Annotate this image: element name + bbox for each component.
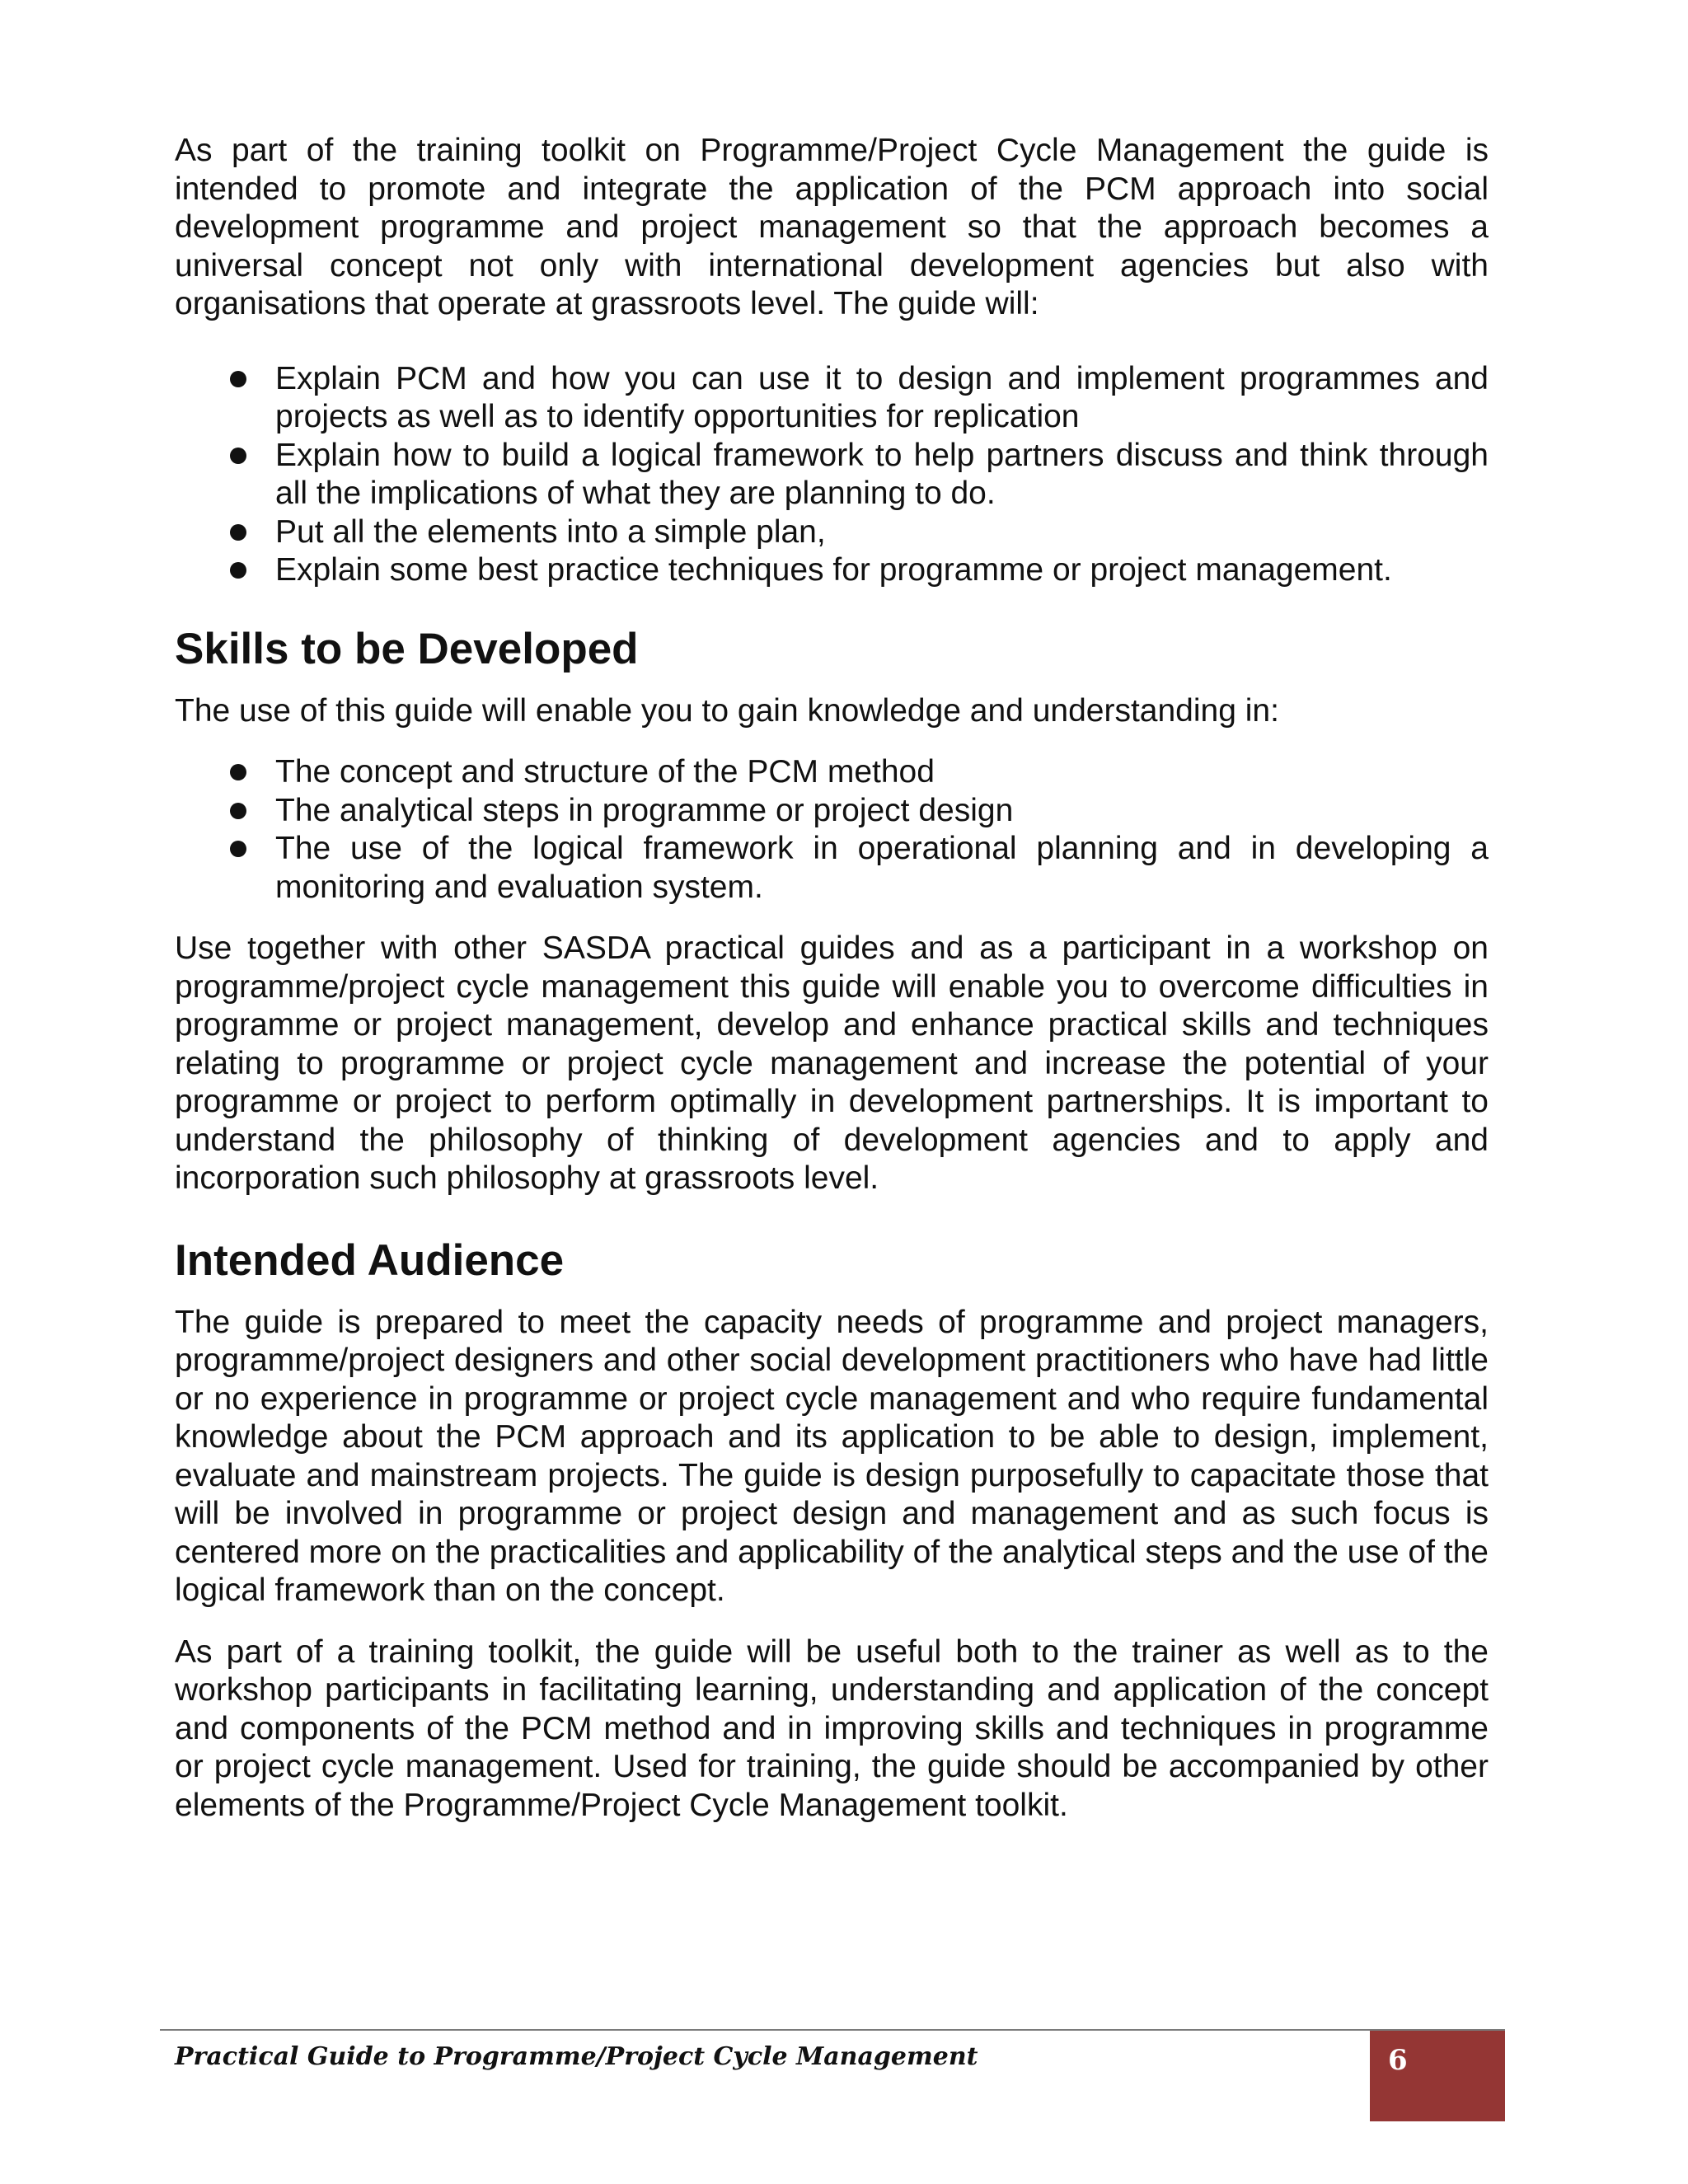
bullet-dot-icon [230, 524, 246, 541]
bullet-dot-icon [230, 764, 246, 780]
intro-paragraph: As part of the training toolkit on Programme/Project Cycle Management the guide is intended to promote and integrate the application of the PCM approach into social development programme and project management so that the approach becomes a universal concept not only with international development agencies but also with organisations that operate at grassroots level. The guide will: [175, 133, 1489, 321]
list-item-text: Explain how to build a logical framework to help partners discuss and think through all the implications of what they are planning to do. [275, 437, 1489, 511]
skills-lead-paragraph: The use of this guide will enable you to gain knowledge and understanding in: [175, 692, 1279, 729]
footer-divider [160, 2029, 1505, 2031]
skills-bullet-list [175, 753, 1489, 907]
bullet-dot-icon [230, 803, 246, 819]
list-item [175, 360, 1489, 437]
audience-paragraph-1: The guide is prepared to meet the capacity needs of programme and project managers, programme/project designers and other social development practitioners who have had little or no experience in programme or project cycle management and who require fundamental knowledge about the PCM approach and its application to be able to design, implement, evaluate and mainstream projects. The guide is design purposefully to capacitate those that will be involved in programme or project design and management and as such focus is centered more on the practicalities and applicability of the analytical steps and the use of the logical framework than on the concept. [175, 1304, 1489, 1608]
bullet-dot-icon [230, 448, 246, 464]
audience-heading: Intended Audience [175, 1235, 565, 1285]
list-item-text: Put all the elements into a simple plan, [275, 513, 826, 550]
list-item [175, 513, 1489, 552]
bullet-dot-icon [230, 371, 246, 387]
document-body [175, 132, 1489, 1825]
list-item-text: The use of the logical framework in operational planning and in developing a monitoring and evaluation system. [275, 831, 1489, 905]
list-item [175, 830, 1489, 907]
bullet-dot-icon [230, 562, 246, 579]
list-item-text: Explain some best practice techniques for programme or project management. [275, 552, 1392, 588]
list-item-text: The analytical steps in programme or project design [275, 792, 1014, 828]
skills-heading: Skills to be Developed [175, 624, 639, 673]
intro-bullet-list [175, 360, 1489, 590]
list-item-text: The concept and structure of the PCM method [275, 754, 935, 790]
footer-title: Practical Guide to Programme/Project Cycle Management [175, 2042, 978, 2071]
audience-paragraph-2: As part of a training toolkit, the guide will be useful both to the trainer as well as to the workshop participants in facilitating learning, understanding and application of the concept and components of the PCM method and in improving skills and techniques in programme or project cycle management. Used for training, the guide should be accompanied by other elements of the Programme/Project Cycle Management toolkit. [175, 1633, 1489, 1823]
list-item [175, 437, 1489, 513]
page-number-box [1370, 2031, 1505, 2121]
list-item [175, 753, 1489, 792]
skills-paragraph: Use together with other SASDA practical guides and as a participant in a workshop on programme/project cycle management this guide will enable you to overcome difficulties in programme or project management, develop and enhance practical skills and techniques relating to programme or project cycle management and increase the potential of your programme or project to perform optimally in development partnerships. It is important to understand the philosophy of thinking of development agencies and to apply and incorporation such philosophy at grassroots level. [175, 930, 1489, 1196]
list-item [175, 792, 1489, 831]
page-number: 6 [1388, 2044, 1408, 2077]
list-item [175, 551, 1489, 590]
list-item-text: Explain PCM and how you can use it to design and implement programmes and projects as well as to identify opportunities for replication [275, 360, 1489, 434]
bullet-dot-icon [230, 841, 246, 857]
